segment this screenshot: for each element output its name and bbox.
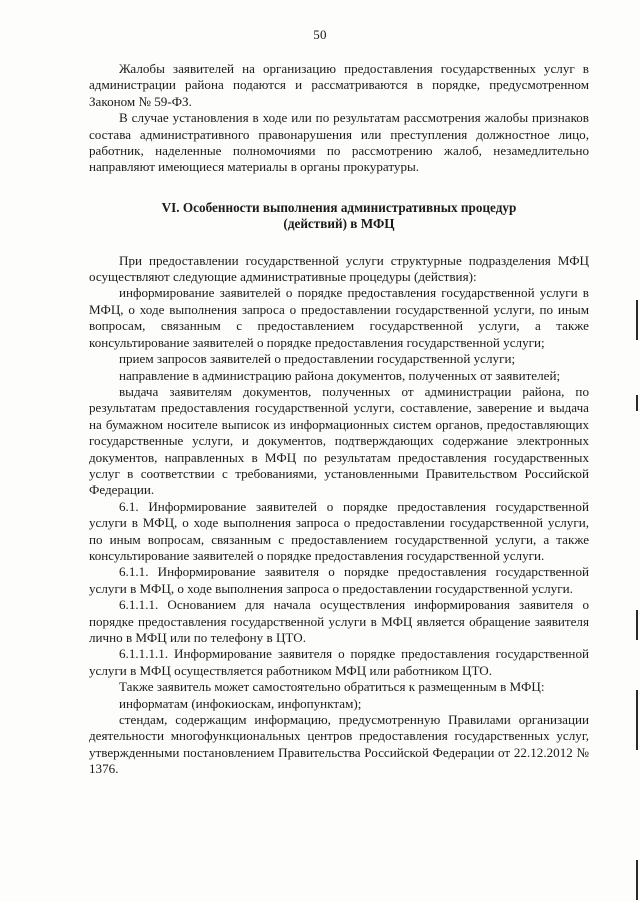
paragraph-6-1: 6.1. Информирование заявителей о порядке предоставления государственной услуги в МФЦ, о ходе выполнения запроса о предоставлении государственной услуги, по иным вопросам, связанным с предоставлением государственной услуги, а также консультирование заявителей о порядке предоставления государственной услуги.	[89, 498, 589, 563]
scan-artifact	[636, 395, 638, 411]
paragraph-complaints-prosecution: В случае установления в ходе или по результатам рассмотрения жалобы признаков состава административного правонарушения или преступления должностное лицо, работник, наделенные полномочиями по рассмотрению жалоб, незамедлительно направляют имеющиеся материалы в органы прокуратуры.	[89, 110, 589, 175]
paragraph-informing: информирование заявителей о порядке предоставления государственной услуги в МФЦ, о ходе выполнения запроса о предоставлении государственной услуги, по иным вопросам, связанным с предоставлением государственной услуги, а также консультирование заявителей о порядке предоставления государственной услуги;	[89, 285, 589, 350]
paragraph-sending-documents: направление в администрацию района документов, полученных от заявителей;	[119, 367, 561, 383]
paragraph-receiving-requests: прием запросов заявителей о предоставлении государственной услуги;	[119, 351, 516, 367]
document-body	[89, 61, 589, 778]
page-number: 50	[313, 27, 327, 42]
scan-artifact	[636, 860, 638, 900]
section-heading	[89, 200, 589, 233]
paragraph-mfc-procedures-intro: При предоставлении государственной услуги структурные подразделения МФЦ осуществляют следующие административные процедуры (действия):	[89, 252, 589, 285]
scan-artifact	[636, 610, 638, 640]
paragraph-self-service: Также заявитель может самостоятельно обратиться к размещенным в МФЦ:	[119, 679, 545, 695]
section-heading-line2: (действий) в МФЦ	[283, 216, 395, 232]
section-heading-line1: VI. Особенности выполнения административных процедур	[161, 199, 517, 215]
scan-artifact	[636, 690, 638, 750]
paragraph-complaints-filing: Жалобы заявителей на организацию предоставления государственных услуг в администрации района подаются и рассматриваются в порядке, предусмотренном Законом № 59-ФЗ.	[89, 61, 589, 109]
paragraph-issuing-documents: выдача заявителям документов, полученных от администрации района, по результатам предоставления государственной услуги, составление, заверение и выдача на бумажном носителе выписок из информационных систем органов, предоставляющих государственные услуги, и документов, подтверждающих содержание электронных документов, направленных в МФЦ по результатам предоставления государственных услуг в соответствии с требованиями, установленными Правительством Российской Федерации.	[89, 383, 589, 498]
paragraph-stands: стендам, содержащим информацию, предусмотренную Правилами организации деятельности многофункциональных центров предоставления государственных услуг, утвержденными постановлением Правительства Российской Федерации от 22.12.2012 № 1376.	[89, 712, 589, 777]
scan-artifact	[636, 300, 638, 340]
paragraph-6-1-1: 6.1.1. Информирование заявителя о порядке предоставления государственной услуги в МФЦ, о ходе выполнения запроса о предоставлении государственной услуги.	[89, 564, 589, 596]
paragraph-infokiosks: информатам (инфокиоскам, инфопунктам);	[119, 695, 362, 711]
paragraph-6-1-1-1-1: 6.1.1.1.1. Информирование заявителя о порядке предоставления государственной услуги в МФЦ осуществляется работником МФЦ или работником ЦТО.	[89, 646, 589, 678]
paragraph-6-1-1-1: 6.1.1.1. Основанием для начала осуществления информирования заявителя о порядке предоставления государственной услуги в МФЦ является обращение заявителя лично в МФЦ или по телефону в ЦТО.	[89, 597, 589, 645]
